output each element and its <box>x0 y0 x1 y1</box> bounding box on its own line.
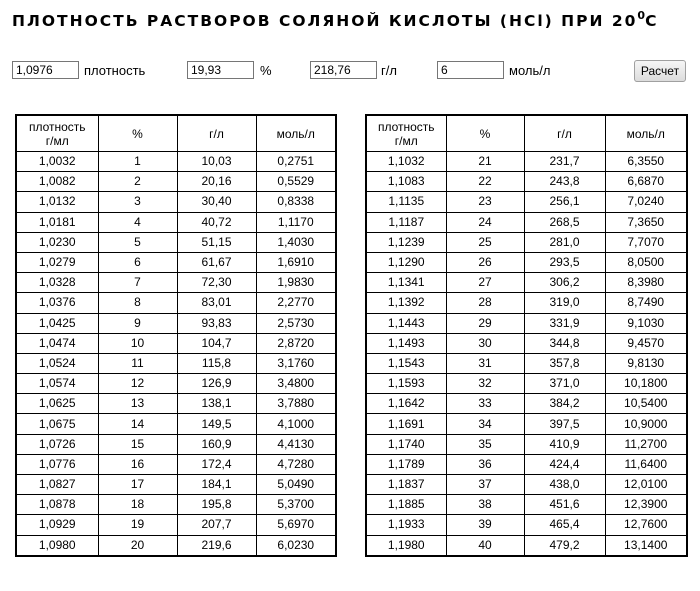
cell-grams-per-liter: 72,30 <box>177 273 256 293</box>
table-row <box>16 212 336 232</box>
cell-molarity: 0,2751 <box>256 152 336 172</box>
cell-molarity: 1,1170 <box>256 212 336 232</box>
cell-density: 1,0878 <box>16 495 98 515</box>
table-row <box>16 313 336 333</box>
cell-density: 1,1789 <box>366 454 446 474</box>
cell-grams-per-liter: 61,67 <box>177 252 256 272</box>
cell-molarity: 7,0240 <box>605 192 687 212</box>
table-row <box>16 475 336 495</box>
cell-molarity: 11,6400 <box>605 454 687 474</box>
cell-grams-per-liter: 424,4 <box>524 454 605 474</box>
cell-percent: 31 <box>446 353 524 373</box>
cell-grams-per-liter: 397,5 <box>524 414 605 434</box>
density-table-left <box>15 114 337 557</box>
grams-per-liter-input[interactable] <box>310 61 377 79</box>
cell-percent: 10 <box>98 333 177 353</box>
header-molarity: моль/л <box>605 115 687 152</box>
cell-molarity: 5,3700 <box>256 495 336 515</box>
cell-density: 1,0032 <box>16 152 98 172</box>
table-row <box>366 515 687 535</box>
cell-density: 1,0827 <box>16 475 98 495</box>
table-row <box>16 192 336 212</box>
cell-percent: 24 <box>446 212 524 232</box>
table-row <box>366 394 687 414</box>
cell-percent: 1 <box>98 152 177 172</box>
table-row <box>366 414 687 434</box>
cell-grams-per-liter: 306,2 <box>524 273 605 293</box>
cell-molarity: 10,9000 <box>605 414 687 434</box>
cell-density: 1,0625 <box>16 394 98 414</box>
table-row <box>366 172 687 192</box>
cell-percent: 7 <box>98 273 177 293</box>
table-row <box>366 273 687 293</box>
cell-molarity: 9,4570 <box>605 333 687 353</box>
page-title-unit: С <box>645 12 659 30</box>
cell-molarity: 9,8130 <box>605 353 687 373</box>
cell-grams-per-liter: 371,0 <box>524 374 605 394</box>
table-row <box>366 353 687 373</box>
cell-molarity: 1,9830 <box>256 273 336 293</box>
cell-molarity: 4,1000 <box>256 414 336 434</box>
cell-percent: 15 <box>98 434 177 454</box>
page-title <box>12 9 658 30</box>
cell-density: 1,0524 <box>16 353 98 373</box>
cell-density: 1,1642 <box>366 394 446 414</box>
cell-molarity: 7,3650 <box>605 212 687 232</box>
cell-density: 1,0230 <box>16 232 98 252</box>
cell-density: 1,0425 <box>16 313 98 333</box>
cell-grams-per-liter: 138,1 <box>177 394 256 414</box>
cell-density: 1,0929 <box>16 515 98 535</box>
header-molarity: моль/л <box>256 115 336 152</box>
cell-molarity: 8,3980 <box>605 273 687 293</box>
cell-percent: 35 <box>446 434 524 454</box>
density-label: плотность <box>84 63 146 78</box>
cell-density: 1,1135 <box>366 192 446 212</box>
cell-grams-per-liter: 281,0 <box>524 232 605 252</box>
cell-percent: 20 <box>98 535 177 556</box>
cell-grams-per-liter: 438,0 <box>524 475 605 495</box>
calculate-button[interactable]: Расчет <box>634 60 686 82</box>
table-row <box>366 454 687 474</box>
header-grams-per-liter: г/л <box>524 115 605 152</box>
table-row <box>366 313 687 333</box>
cell-percent: 36 <box>446 454 524 474</box>
cell-molarity: 10,5400 <box>605 394 687 414</box>
cell-percent: 32 <box>446 374 524 394</box>
cell-density: 1,1187 <box>366 212 446 232</box>
cell-grams-per-liter: 479,2 <box>524 535 605 556</box>
density-input[interactable] <box>12 61 79 79</box>
cell-density: 1,1593 <box>366 374 446 394</box>
cell-molarity: 2,2770 <box>256 293 336 313</box>
cell-grams-per-liter: 30,40 <box>177 192 256 212</box>
cell-grams-per-liter: 231,7 <box>524 152 605 172</box>
cell-density: 1,0082 <box>16 172 98 192</box>
cell-molarity: 11,2700 <box>605 434 687 454</box>
header-density: плотность г/мл <box>366 115 446 152</box>
cell-molarity: 12,7600 <box>605 515 687 535</box>
degree-superscript: 0 <box>637 9 646 22</box>
cell-molarity: 6,6870 <box>605 172 687 192</box>
header-percent: % <box>446 115 524 152</box>
cell-grams-per-liter: 219,6 <box>177 535 256 556</box>
cell-density: 1,1543 <box>366 353 446 373</box>
table-row <box>16 273 336 293</box>
cell-density: 1,1341 <box>366 273 446 293</box>
cell-density: 1,1885 <box>366 495 446 515</box>
cell-percent: 2 <box>98 172 177 192</box>
table-row <box>366 475 687 495</box>
table-row <box>16 333 336 353</box>
cell-grams-per-liter: 293,5 <box>524 252 605 272</box>
header-grams-per-liter: г/л <box>177 115 256 152</box>
cell-grams-per-liter: 51,15 <box>177 232 256 252</box>
cell-density: 1,1980 <box>366 535 446 556</box>
molarity-input[interactable] <box>437 61 504 79</box>
table-header-row <box>366 115 687 152</box>
cell-molarity: 7,7070 <box>605 232 687 252</box>
cell-percent: 4 <box>98 212 177 232</box>
cell-grams-per-liter: 126,9 <box>177 374 256 394</box>
cell-grams-per-liter: 115,8 <box>177 353 256 373</box>
grams-per-liter-label: г/л <box>381 63 397 78</box>
cell-percent: 21 <box>446 152 524 172</box>
cell-grams-per-liter: 83,01 <box>177 293 256 313</box>
cell-density: 1,1837 <box>366 475 446 495</box>
cell-molarity: 10,1800 <box>605 374 687 394</box>
cell-grams-per-liter: 93,83 <box>177 313 256 333</box>
table-row <box>366 293 687 313</box>
cell-molarity: 4,4130 <box>256 434 336 454</box>
cell-density: 1,0726 <box>16 434 98 454</box>
cell-percent: 28 <box>446 293 524 313</box>
table-row <box>16 495 336 515</box>
cell-molarity: 0,5529 <box>256 172 336 192</box>
cell-grams-per-liter: 331,9 <box>524 313 605 333</box>
cell-grams-per-liter: 10,03 <box>177 152 256 172</box>
cell-density: 1,1032 <box>366 152 446 172</box>
cell-density: 1,1933 <box>366 515 446 535</box>
cell-percent: 5 <box>98 232 177 252</box>
cell-density: 1,0181 <box>16 212 98 232</box>
table-row <box>16 535 336 556</box>
cell-percent: 13 <box>98 394 177 414</box>
table-row <box>16 353 336 373</box>
cell-percent: 34 <box>446 414 524 434</box>
table-row <box>366 232 687 252</box>
table-row <box>16 394 336 414</box>
cell-percent: 18 <box>98 495 177 515</box>
table-row <box>366 252 687 272</box>
table-row <box>366 192 687 212</box>
page-title-text: ПЛОТНОСТЬ РАСТВОРОВ СОЛЯНОЙ КИСЛОТЫ (HCl) ПРИ 20 <box>12 12 638 30</box>
percent-label: % <box>260 63 272 78</box>
cell-molarity: 2,8720 <box>256 333 336 353</box>
cell-grams-per-liter: 465,4 <box>524 515 605 535</box>
cell-percent: 19 <box>98 515 177 535</box>
cell-percent: 23 <box>446 192 524 212</box>
cell-density: 1,1443 <box>366 313 446 333</box>
cell-percent: 39 <box>446 515 524 535</box>
cell-density: 1,0328 <box>16 273 98 293</box>
cell-molarity: 4,7280 <box>256 454 336 474</box>
table-row <box>16 293 336 313</box>
cell-molarity: 12,0100 <box>605 475 687 495</box>
table-row <box>366 333 687 353</box>
cell-percent: 6 <box>98 252 177 272</box>
table-row <box>16 515 336 535</box>
cell-density: 1,0279 <box>16 252 98 272</box>
cell-density: 1,1691 <box>366 414 446 434</box>
cell-grams-per-liter: 451,6 <box>524 495 605 515</box>
cell-percent: 33 <box>446 394 524 414</box>
cell-percent: 29 <box>446 313 524 333</box>
table-row <box>366 212 687 232</box>
percent-input[interactable] <box>187 61 254 79</box>
molarity-label: моль/л <box>509 63 551 78</box>
density-table-right <box>365 114 688 557</box>
cell-density: 1,0574 <box>16 374 98 394</box>
cell-percent: 26 <box>446 252 524 272</box>
cell-molarity: 1,6910 <box>256 252 336 272</box>
cell-percent: 17 <box>98 475 177 495</box>
table-row <box>16 374 336 394</box>
cell-molarity: 2,5730 <box>256 313 336 333</box>
table-row <box>16 414 336 434</box>
cell-grams-per-liter: 410,9 <box>524 434 605 454</box>
cell-percent: 30 <box>446 333 524 353</box>
cell-molarity: 9,1030 <box>605 313 687 333</box>
table-row <box>16 152 336 172</box>
cell-density: 1,1740 <box>366 434 446 454</box>
cell-percent: 27 <box>446 273 524 293</box>
cell-percent: 8 <box>98 293 177 313</box>
table-header-row <box>16 115 336 152</box>
table-row <box>366 535 687 556</box>
cell-molarity: 13,1400 <box>605 535 687 556</box>
cell-molarity: 6,3550 <box>605 152 687 172</box>
cell-grams-per-liter: 357,8 <box>524 353 605 373</box>
table-row <box>16 434 336 454</box>
cell-molarity: 3,1760 <box>256 353 336 373</box>
table-row <box>366 374 687 394</box>
cell-grams-per-liter: 104,7 <box>177 333 256 353</box>
header-percent: % <box>98 115 177 152</box>
cell-percent: 37 <box>446 475 524 495</box>
table-row <box>16 252 336 272</box>
cell-molarity: 3,4800 <box>256 374 336 394</box>
cell-molarity: 1,4030 <box>256 232 336 252</box>
cell-percent: 12 <box>98 374 177 394</box>
table-row <box>16 454 336 474</box>
table-row <box>16 172 336 192</box>
cell-molarity: 0,8338 <box>256 192 336 212</box>
cell-grams-per-liter: 40,72 <box>177 212 256 232</box>
cell-density: 1,1239 <box>366 232 446 252</box>
cell-density: 1,0376 <box>16 293 98 313</box>
cell-density: 1,1493 <box>366 333 446 353</box>
table-row <box>366 434 687 454</box>
cell-molarity: 5,0490 <box>256 475 336 495</box>
cell-percent: 16 <box>98 454 177 474</box>
table-row <box>366 152 687 172</box>
cell-percent: 3 <box>98 192 177 212</box>
cell-grams-per-liter: 149,5 <box>177 414 256 434</box>
cell-grams-per-liter: 184,1 <box>177 475 256 495</box>
cell-density: 1,0776 <box>16 454 98 474</box>
cell-grams-per-liter: 20,16 <box>177 172 256 192</box>
cell-percent: 9 <box>98 313 177 333</box>
cell-density: 1,0474 <box>16 333 98 353</box>
cell-molarity: 5,6970 <box>256 515 336 535</box>
table-row <box>366 495 687 515</box>
cell-molarity: 12,3900 <box>605 495 687 515</box>
cell-percent: 38 <box>446 495 524 515</box>
cell-grams-per-liter: 344,8 <box>524 333 605 353</box>
table-row <box>16 232 336 252</box>
cell-grams-per-liter: 172,4 <box>177 454 256 474</box>
cell-density: 1,0132 <box>16 192 98 212</box>
cell-molarity: 3,7880 <box>256 394 336 414</box>
cell-grams-per-liter: 207,7 <box>177 515 256 535</box>
cell-molarity: 8,0500 <box>605 252 687 272</box>
cell-density: 1,1083 <box>366 172 446 192</box>
cell-grams-per-liter: 243,8 <box>524 172 605 192</box>
cell-density: 1,1290 <box>366 252 446 272</box>
cell-density: 1,0980 <box>16 535 98 556</box>
cell-density: 1,0675 <box>16 414 98 434</box>
cell-percent: 40 <box>446 535 524 556</box>
cell-grams-per-liter: 268,5 <box>524 212 605 232</box>
cell-molarity: 8,7490 <box>605 293 687 313</box>
cell-grams-per-liter: 160,9 <box>177 434 256 454</box>
cell-percent: 22 <box>446 172 524 192</box>
header-density: плотность г/мл <box>16 115 98 152</box>
cell-grams-per-liter: 195,8 <box>177 495 256 515</box>
cell-molarity: 6,0230 <box>256 535 336 556</box>
cell-grams-per-liter: 384,2 <box>524 394 605 414</box>
cell-grams-per-liter: 319,0 <box>524 293 605 313</box>
cell-percent: 14 <box>98 414 177 434</box>
cell-percent: 11 <box>98 353 177 373</box>
cell-density: 1,1392 <box>366 293 446 313</box>
cell-grams-per-liter: 256,1 <box>524 192 605 212</box>
cell-percent: 25 <box>446 232 524 252</box>
